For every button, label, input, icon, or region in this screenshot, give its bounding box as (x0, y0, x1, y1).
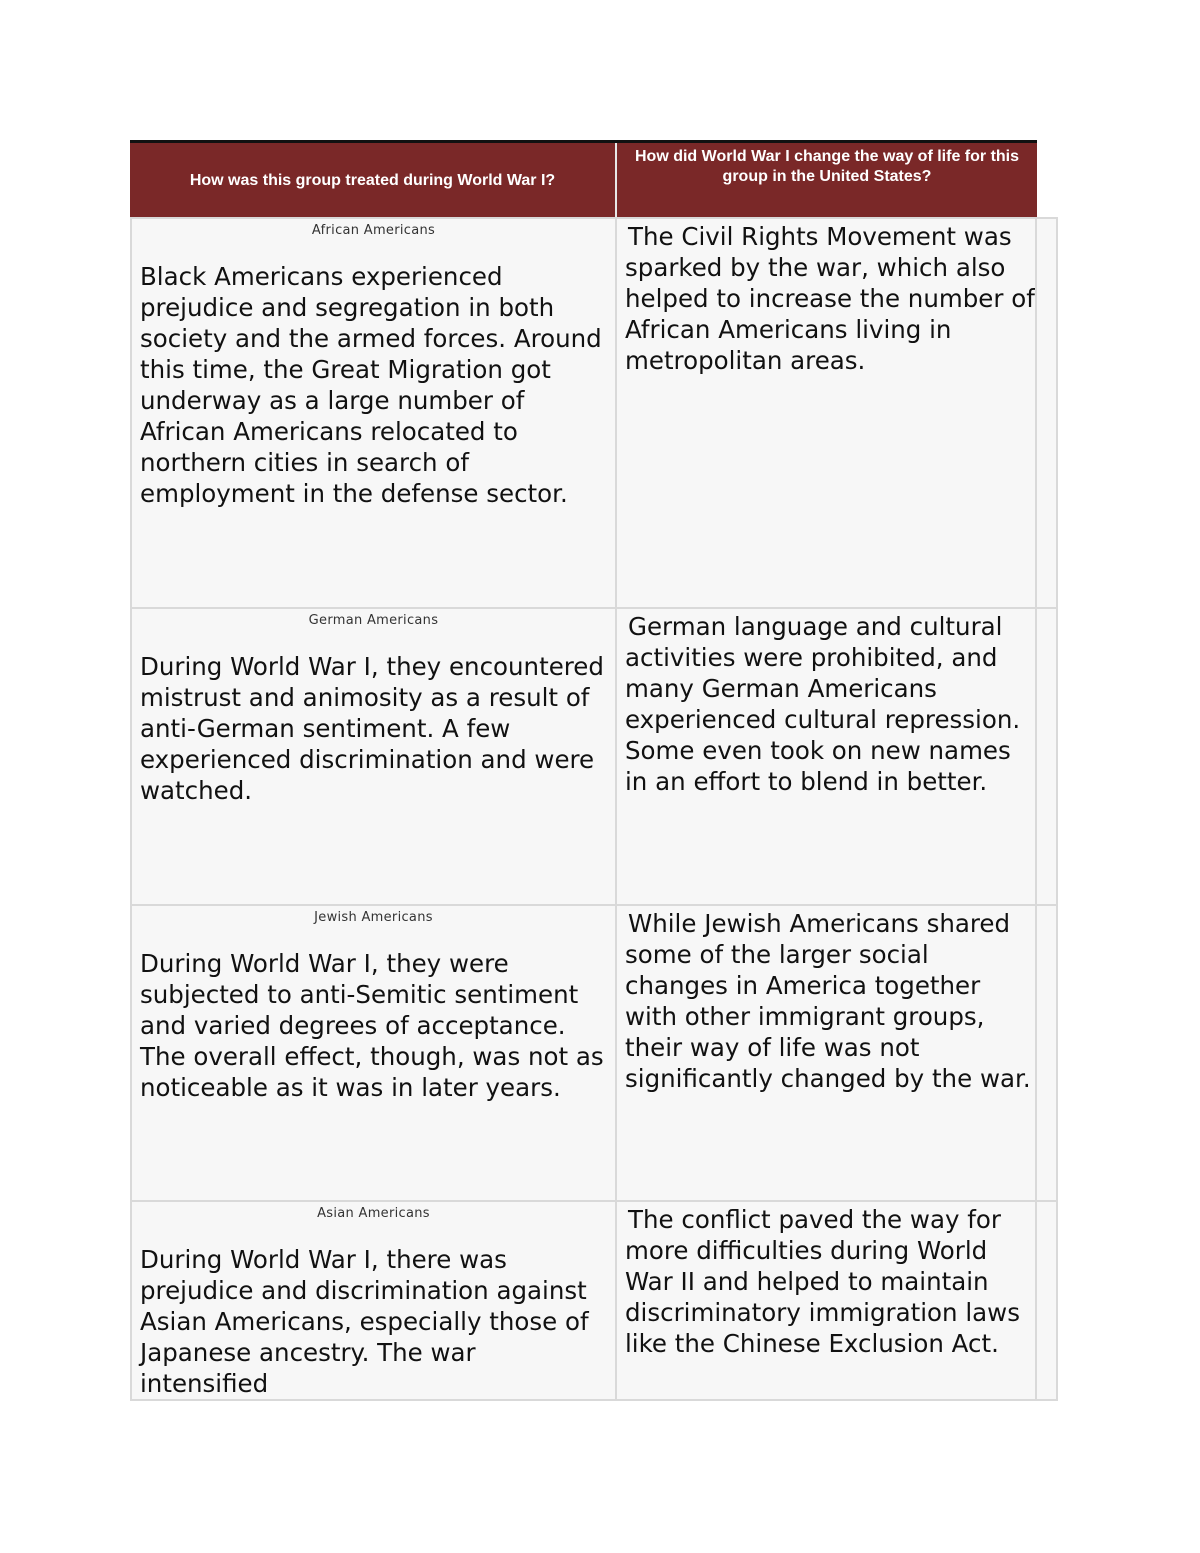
change-text: The Civil Rights Movement was sparked by the war, which also helped to increase the number of African Americans living in metropolitan areas. (625, 222, 1035, 375)
table-row (130, 217, 1058, 609)
change-cell (615, 1200, 1037, 1401)
treatment-clip (132, 1202, 615, 1399)
treatment-text: During World War I, they were subjected to anti-Semitic sentiment and varied degrees of acceptance. The overall effect, though, was not as noticeable as it was in later years. (140, 949, 604, 1102)
treatment-cell (130, 904, 617, 1202)
empty-cell (1035, 217, 1058, 609)
treatment-cell (130, 607, 617, 906)
change-text: While Jewish Americans shared some of the larger social changes in America together with other immigrant groups, their way of life was not significantly changed by the war. (625, 909, 1031, 1093)
change-cell (615, 217, 1037, 609)
group-label: German Americans (308, 613, 439, 628)
treatment-text: Black Americans experienced prejudice and segregation in both society and the armed forces. Around this time, the Great Migration got underway as a large number of African Americans relocated to northern cities in search of employment in the defense sector. (140, 262, 602, 508)
treatment-cell (130, 217, 617, 609)
empty-cell (1035, 607, 1058, 906)
header-change: How did World War I change the way of life for this group in the United States? (634, 148, 1020, 185)
treatment-cell (130, 1200, 617, 1401)
group-label: Asian Americans (317, 1206, 430, 1221)
change-text: German language and cultural activities were prohibited, and many German Americans experienced cultural repression. Some even took on new names in an effort to blend in better. (625, 612, 1021, 796)
treatment-text: During World War I, they encountered mistrust and animosity as a result of anti-German sentiment. A few experienced discrimination and were watched. (140, 652, 604, 805)
change-text: The conflict paved the way for more difficulties during World War II and helped to maintain discriminatory immigration laws like the Chinese Exclusion Act. (625, 1205, 1020, 1358)
table-header-row (130, 143, 1037, 219)
table-row (130, 607, 1058, 906)
change-cell (615, 904, 1037, 1202)
table-row (130, 904, 1058, 1202)
empty-cell (1035, 904, 1058, 1202)
group-label: Jewish Americans (314, 910, 433, 925)
header-treatment: How was this group treated during World War I? (189, 172, 556, 189)
empty-cell (1035, 1200, 1058, 1401)
treatment-text: During World War I, there was prejudice and discrimination against Asian Americans, especially those of Japanese ancestry. The war intensified (140, 1245, 589, 1398)
table-row (130, 1200, 1058, 1401)
change-cell (615, 607, 1037, 906)
group-label: African Americans (311, 223, 436, 238)
